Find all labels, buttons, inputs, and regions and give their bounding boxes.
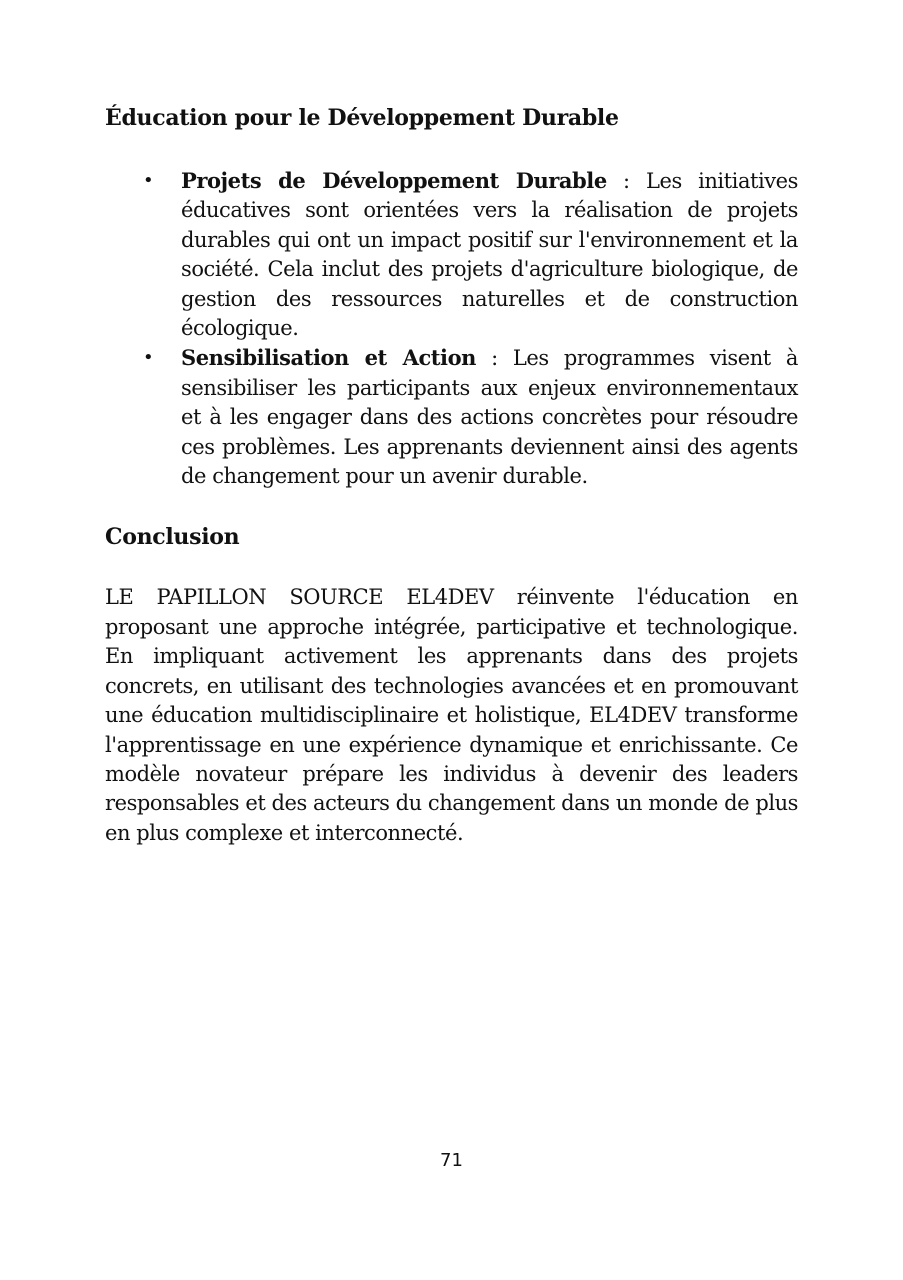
section-heading: Éducation pour le Développement Durable [105, 105, 619, 131]
bullet-term: Sensibilisation et Action [181, 345, 476, 371]
bullet-term: Projets de Développement Durable [181, 168, 607, 193]
bullet-icon: • [143, 170, 154, 191]
bullet-text: : Les programmes visent à sensibiliser les participants aux enjeux environnementaux et à les engager dans des actions concrètes pour résoudre ces problèmes. Les apprenants deviennent ainsi des agents de changement pour un avenir durable. [181, 346, 799, 489]
list-item [105, 166, 798, 343]
bullet-list [105, 166, 798, 491]
list-item [105, 343, 798, 491]
conclusion-heading: Conclusion [105, 524, 240, 551]
page-number: 71 [440, 1150, 463, 1171]
bullet-text: : Les initiatives éducatives sont orientées vers la réalisation de projets durables qui ont un impact positif sur l'environnement et la société. Cela inclut des projets d'agriculture biologique, de gestion des ressources naturelles et de construction écologique. [181, 169, 798, 341]
bullet-icon: • [143, 347, 154, 369]
document-page [105, 100, 798, 848]
conclusion-paragraph: LE PAPILLON SOURCE EL4DEV réinvente l'éducation en proposant une approche intégrée, participative et technologique. En impliquant activement les apprenants dans des projets concrets, en utilisant des technologies avancées et en promouvant une éducation multidisciplinaire et holistique, EL4DEV transforme l'apprentissage en une expérience dynamique et enrichissante. Ce modèle novateur prépare les individus à devenir des leaders responsables et des acteurs du changement dans un monde de plus en plus complexe et interconnecté. [105, 585, 798, 845]
